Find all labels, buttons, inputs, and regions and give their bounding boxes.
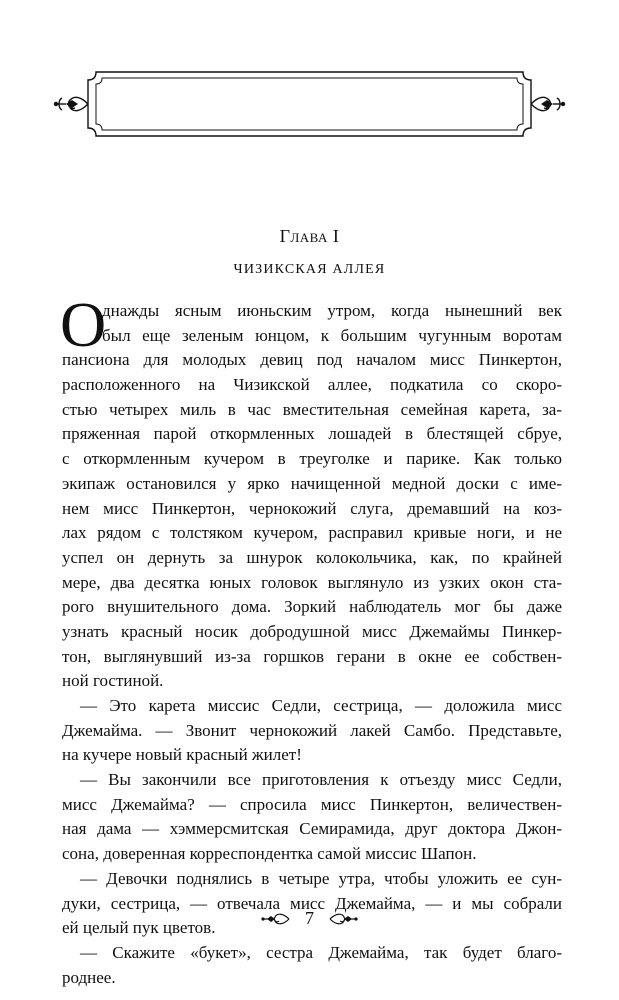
body-text: [60, 289, 562, 990]
text-line: мере, два десятка юных головок выглянуло из узких окон ста-: [62, 572, 562, 592]
chapter-title: [0, 226, 619, 247]
text-line: дуки, сестрица, — отвечала мисс Джемайма, — и мы собрали: [62, 893, 562, 913]
text-line: — Это карета миссис Седли, сестрица, — доложила мисс: [80, 696, 562, 715]
text-line: — Скажите «букет», сестра Джемайма, так будет благо-: [80, 942, 562, 962]
text-line: лах рядом с толстяком кучером, расправил кривые ноги, и не: [62, 523, 562, 543]
fleuron-right-icon: [328, 910, 358, 928]
page-footer: [0, 908, 619, 929]
text-line: ной гостиной.: [62, 671, 164, 691]
text-line: ей целый пук цветов.: [62, 918, 216, 938]
text-line: — Девочки поднялись в четыре утра, чтобы уложить ее сун-: [80, 868, 562, 888]
chapter-subtitle: ЧИЗИКСКАЯ АЛЛЕЯ: [233, 262, 386, 277]
text-line: на кучере новый красный жилет!: [62, 745, 302, 765]
text-line: экипаж остановился у ярко начищенной медной доски с име-: [62, 473, 562, 493]
text-line: успел он дернуть за шнурок колокольчика, как, по крайней: [62, 547, 562, 567]
chapter-title-word: Глава: [279, 226, 328, 246]
text-line: ная дама — хэммерсмитская Семирамида, друг доктора Джон-: [62, 819, 562, 839]
text-line: мисс Джемайма? — спросила мисс Пинкертон, величествен-: [62, 794, 562, 814]
text-line: пряженная парой откормленных лошадей в блестящей сбруе,: [62, 424, 562, 444]
text-line: нем мисс Пинкертон, чернокожий слуга, дремавший на коз-: [62, 498, 562, 518]
text-line: сона, доверенная корреспондентка самой миссис Шапон.: [62, 844, 477, 864]
text-line: узнать красный носик добродушной мисс Джемаймы Пинкер-: [62, 621, 562, 641]
decorative-header-frame: [52, 66, 567, 142]
text-line: пансиона для молодых девиц под началом мисс Пинкертон,: [62, 350, 562, 370]
text-line: тон, выглянувший из-за горшков герани в окне ее собствен-: [62, 646, 562, 666]
drop-cap: О: [60, 289, 107, 360]
fleuron-left-icon: [261, 910, 291, 928]
ornamental-frame-icon: [52, 66, 567, 142]
page-number: 7: [305, 908, 314, 928]
chapter-title-numeral: I: [332, 226, 340, 246]
text-line: стью четырех миль в час вместительная семейная карета, за-: [62, 399, 562, 419]
text-line: Джемайма. — Звонит чернокожий лакей Самбо. Представьте,: [62, 720, 562, 740]
text-line: роднее.: [62, 967, 116, 987]
text-line: — Вы закончили все приготовления к отъезду мисс Седли,: [80, 770, 562, 790]
text-line: был еще зеленым юнцом, к большим чугунным воротам: [102, 325, 562, 345]
text-line: рого внушительного дома. Зоркий наблюдатель мог бы даже: [62, 597, 562, 617]
text-line: расположенного на Чизикской аллее, подкатила со скоро-: [62, 375, 562, 395]
text-line: днажды ясным июньским утром, когда нынешний век: [102, 301, 562, 320]
text-line: с откормленным кучером в треуголке и парике. Как только: [62, 449, 562, 469]
